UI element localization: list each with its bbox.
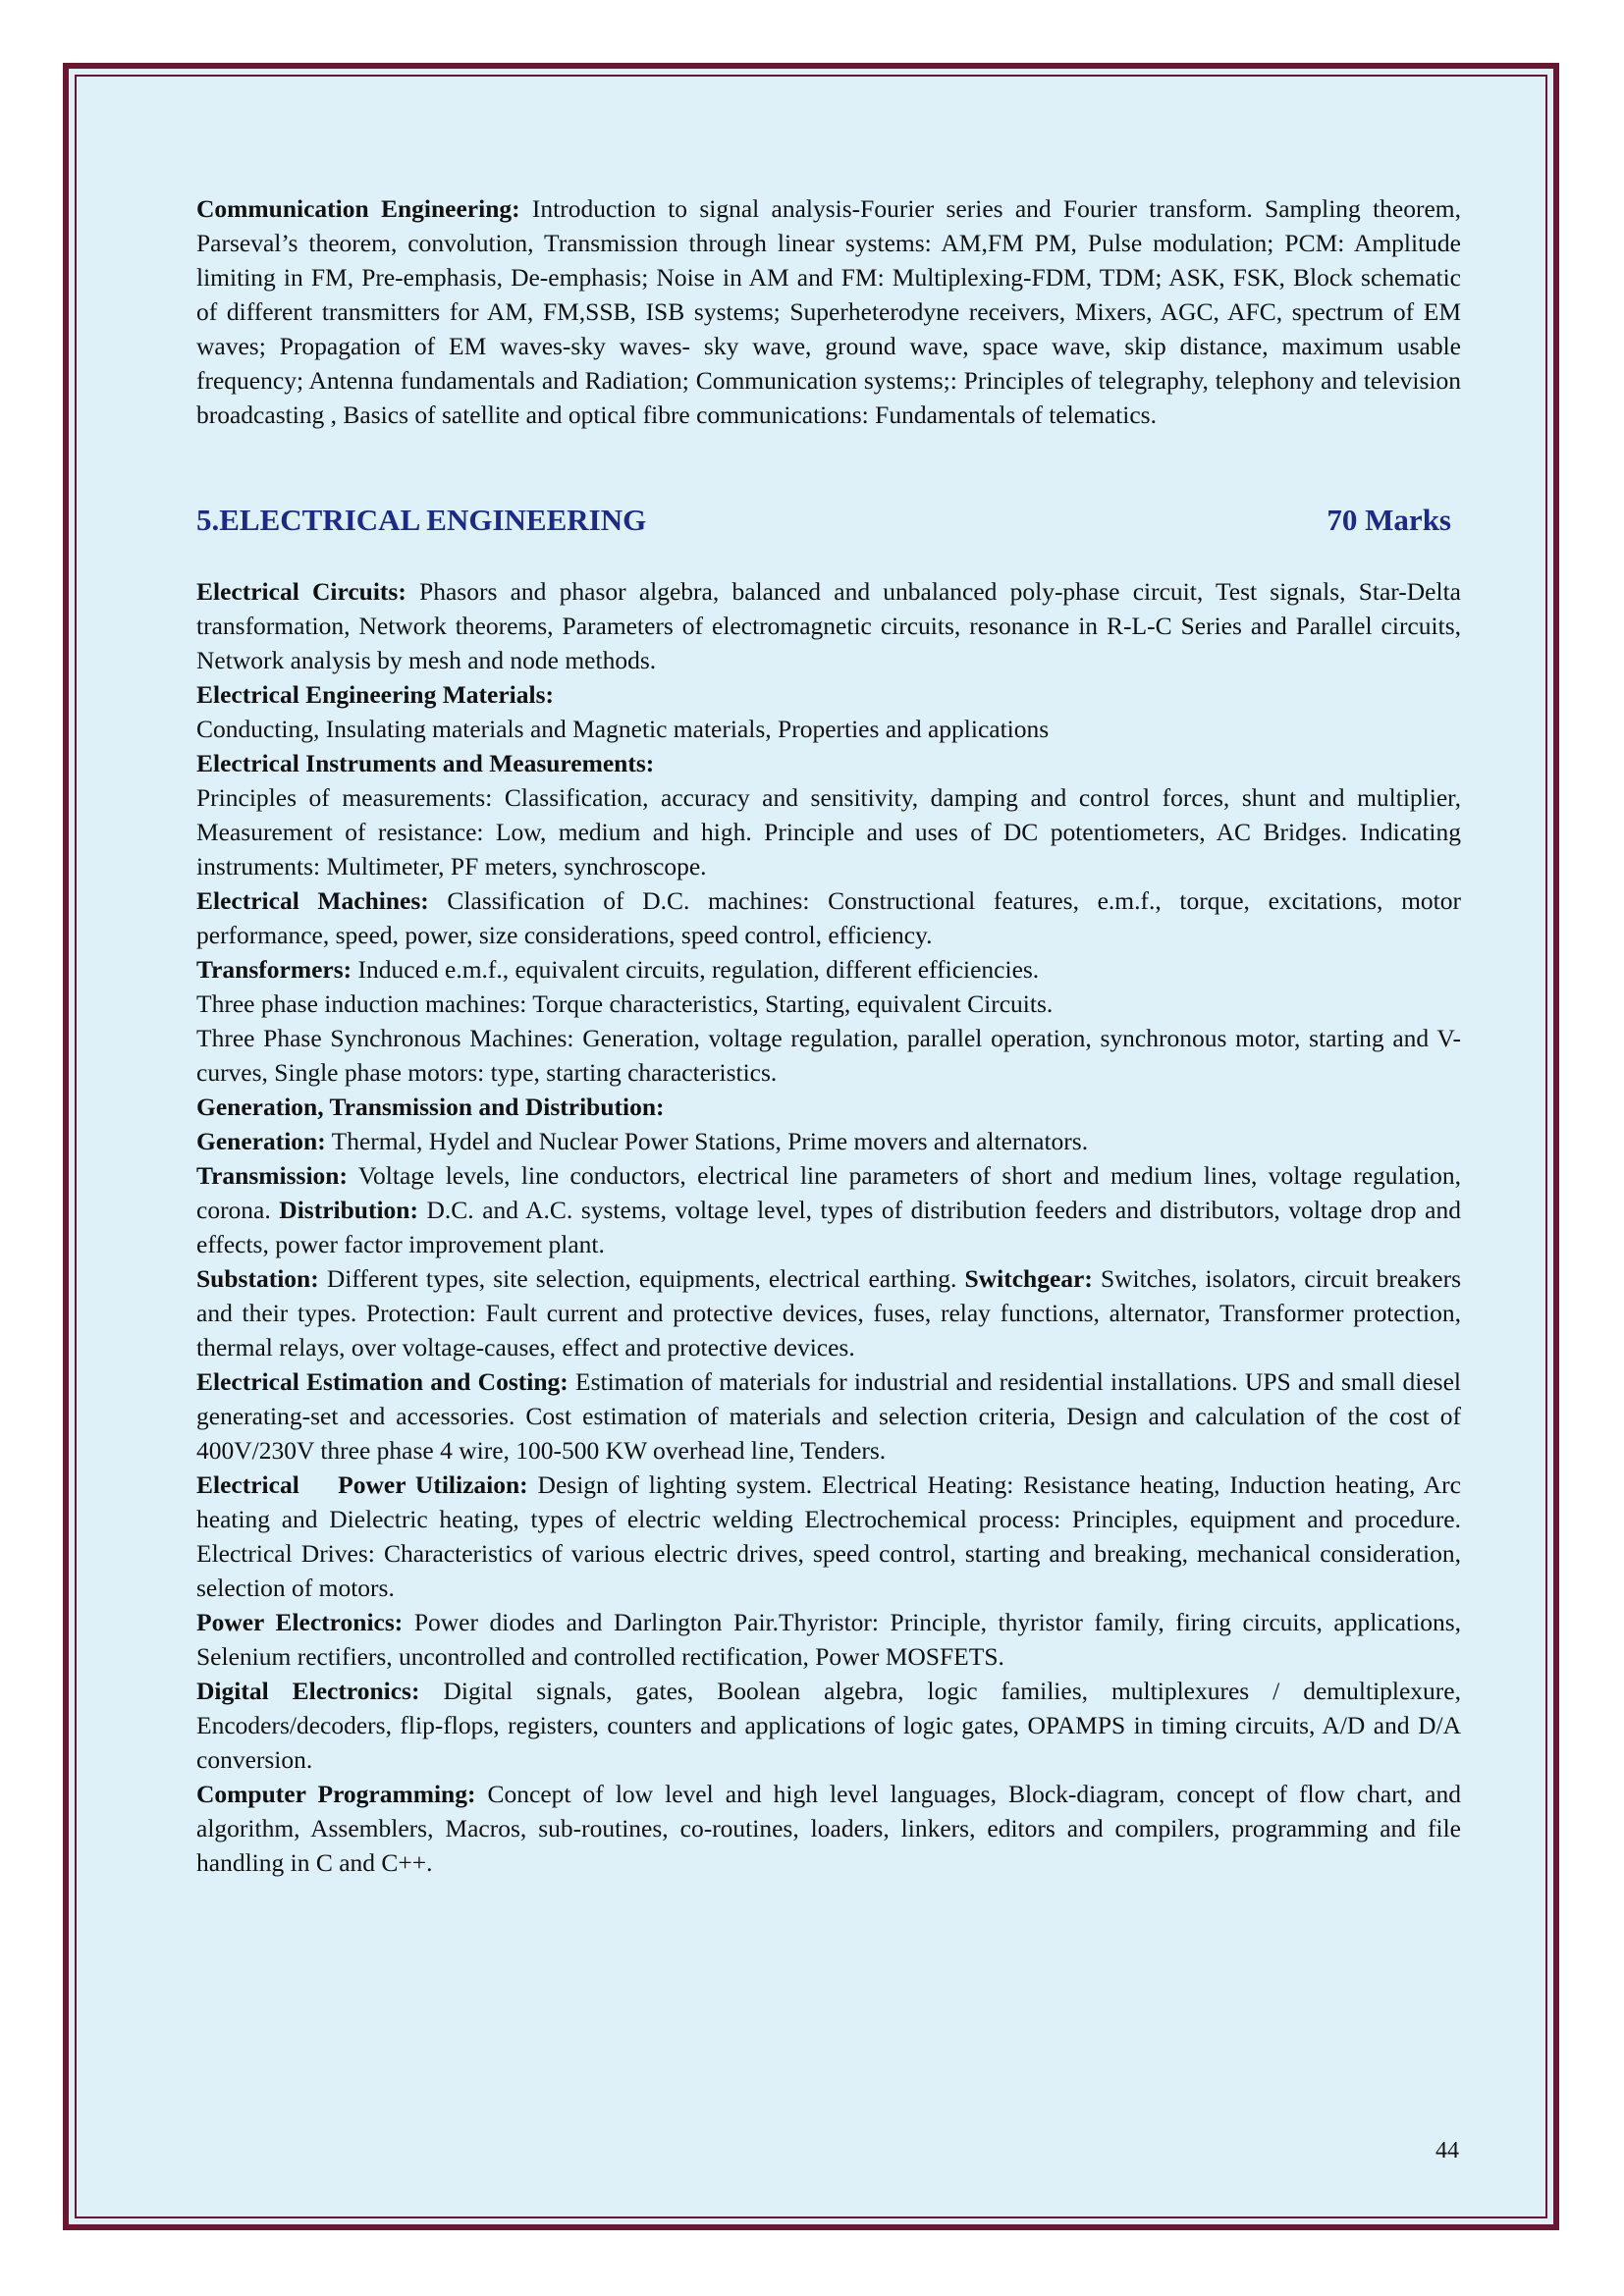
computer-programming-paragraph <box>196 1777 1461 1880</box>
substation-label: Substation: <box>196 1264 319 1293</box>
distribution-text: D.C. and A.C. systems, voltage level, types of distribution feeders and distributors, voltage drop and effects, power factor improvement plant. <box>196 1196 1461 1258</box>
transformers-paragraph <box>196 952 1461 987</box>
transmission-text: Voltage levels, line conductors, electrical line parameters of short and medium lines, voltage regulation, corona. <box>196 1161 1461 1224</box>
digital-electronics-text: Digital signals, gates, Boolean algebra, logic families, multiplexures / demultiplexure, Encoders/decoders, flip-flops, registers, counters and applications of logic gates, OPAMPS in timing circuits, A/D and D/A conversion. <box>196 1677 1461 1774</box>
page-content <box>196 191 1461 1880</box>
utilization-text: Design of lighting system. Electrical Heating: Resistance heating, Induction heating, Arc heating and Dielectric heating, types of electric welding Electrochemical process: Principles, equipment and procedure. Electrical Drives: Characteristics of various electric drives, speed control, starting and breaking, mechanical consideration, selection of motors. <box>196 1470 1461 1602</box>
instruments-text: Principles of measurements: Classification, accuracy and sensitivity, damping and control forces, shunt and multiplier, Measurement of resistance: Low, medium and high. Principle and uses of DC potentiometers, AC Bridges. Indicating instruments: Multimeter, PF meters, synchroscope. <box>196 783 1461 881</box>
communication-engineering-paragraph <box>196 191 1461 432</box>
section-heading <box>196 503 1461 537</box>
digital-electronics-paragraph <box>196 1674 1461 1777</box>
estimation-paragraph <box>196 1364 1461 1468</box>
computer-programming-label: Computer Programming: <box>196 1780 476 1808</box>
materials-heading <box>196 677 1461 712</box>
electrical-machines-label: Electrical Machines: <box>196 886 429 915</box>
utilization-label: Electrical Power Utilizaion: <box>196 1470 528 1499</box>
digital-electronics-label: Digital Electronics: <box>196 1677 420 1705</box>
instruments-label: Electrical Instruments and Measurements: <box>196 749 655 777</box>
instruments-heading <box>196 746 1461 780</box>
section-marks: 70 Marks <box>1326 503 1451 537</box>
materials-text: Conducting, Insulating materials and Magnetic materials, Properties and applications <box>196 715 1050 743</box>
transmission-label: Transmission: <box>196 1161 348 1190</box>
generation-label: Generation: <box>196 1127 326 1155</box>
utilization-paragraph <box>196 1468 1461 1605</box>
electrical-circuits-text: Phasors and phasor algebra, balanced and unbalanced poly-phase circuit, Test signals, Star-Delta transformation, Network theorems, Parameters of electromagnetic circuits, resonance in R-L-C Series and Parallel circuits, Network analysis by mesh and node methods. <box>196 577 1461 674</box>
synchronous-machines-paragraph: Three Phase Synchronous Machines: Generation, voltage regulation, parallel operation, synchronous motor, starting and V-curves, Single phase motors: type, starting characteristics. <box>196 1024 1461 1087</box>
gtd-label: Generation, Transmission and Distribution: <box>196 1093 665 1121</box>
page-number: 44 <box>1435 2138 1459 2163</box>
transformers-text: Induced e.m.f., equivalent circuits, regulation, different efficiencies. <box>352 955 1040 984</box>
power-electronics-paragraph <box>196 1605 1461 1674</box>
distribution-label: Distribution: <box>279 1196 418 1224</box>
section-title: 5.ELECTRICAL ENGINEERING <box>196 503 647 537</box>
computer-programming-text: Concept of low level and high level languages, Block-diagram, concept of flow chart, and algorithm, Assemblers, Macros, sub-routines, co-routines, loaders, linkers, editors and compilers, programming and file handling in C and C++. <box>196 1780 1461 1877</box>
power-electronics-text: Power diodes and Darlington Pair.Thyristor: Principle, thyristor family, firing circuits, applications, Selenium rectifiers, uncontrolled and controlled rectification, Power MOSFETS. <box>196 1608 1461 1671</box>
estimation-label: Electrical Estimation and Costing: <box>196 1367 568 1396</box>
transmission-paragraph <box>196 1158 1461 1261</box>
substation-paragraph <box>196 1261 1461 1364</box>
transformers-label: Transformers: <box>196 955 352 984</box>
electrical-machines-paragraph <box>196 883 1461 952</box>
induction-machines-paragraph: Three phase induction machines: Torque characteristics, Starting, equivalent Circuits. <box>196 989 1054 1018</box>
substation-text: Different types, site selection, equipments, electrical earthing. <box>318 1264 965 1293</box>
switchgear-text: Switches, isolators, circuit breakers and their types. Protection: Fault current and protective devices, fuses, relay functions, alternator, Transformer protection, thermal relays, over voltage-causes, effect and protective devices. <box>196 1264 1462 1362</box>
electrical-circuits-paragraph <box>196 574 1461 677</box>
generation-paragraph <box>196 1124 1461 1158</box>
generation-text: Thermal, Hydel and Nuclear Power Stations, Prime movers and alternators. <box>325 1127 1089 1155</box>
switchgear-label: Switchgear: <box>964 1264 1093 1293</box>
gtd-heading <box>196 1090 1461 1124</box>
materials-label: Electrical Engineering Materials: <box>196 680 554 709</box>
electrical-circuits-label: Electrical Circuits: <box>196 577 406 606</box>
communication-engineering-text: Introduction to signal analysis-Fourier series and Fourier transform. Sampling theorem, Parseval’s theorem, convolution, Transmission through linear systems: AM,FM PM, Pulse modulation; PCM: Amplitude limiting in FM, Pre-emphasis, De-emphasis; Noise in AM and FM: Multiplexing-FDM, TDM; ASK, FSK, Block schematic of different transmitters for AM, FM,SSB, ISB systems; Superheterodyne receivers, Mixers, AGC, AFC, spectrum of EM waves; Propagation of EM waves-sky waves- sky wave, ground wave, space wave, skip distance, maximum usable frequency; Antenna fundamentals and Radiation; Communication systems;: Principles of telegraphy, telephony and television broadcasting , Basics of satellite and optical fibre communications: Fundamentals of telematics. <box>196 194 1462 429</box>
power-electronics-label: Power Electronics: <box>196 1608 404 1636</box>
electrical-machines-text: Classification of D.C. machines: Constructional features, e.m.f., torque, excitations, motor performance, speed, power, size considerations, speed control, efficiency. <box>196 886 1461 949</box>
communication-engineering-label: Communication Engineering: <box>196 194 520 223</box>
estimation-text: Estimation of materials for industrial and residential installations. UPS and small diesel generating-set and accessories. Cost estimation of materials and selection criteria, Design and calculation of the cost of 400V/230V three phase 4 wire, 100-500 KW overhead line, Tenders. <box>196 1367 1461 1465</box>
